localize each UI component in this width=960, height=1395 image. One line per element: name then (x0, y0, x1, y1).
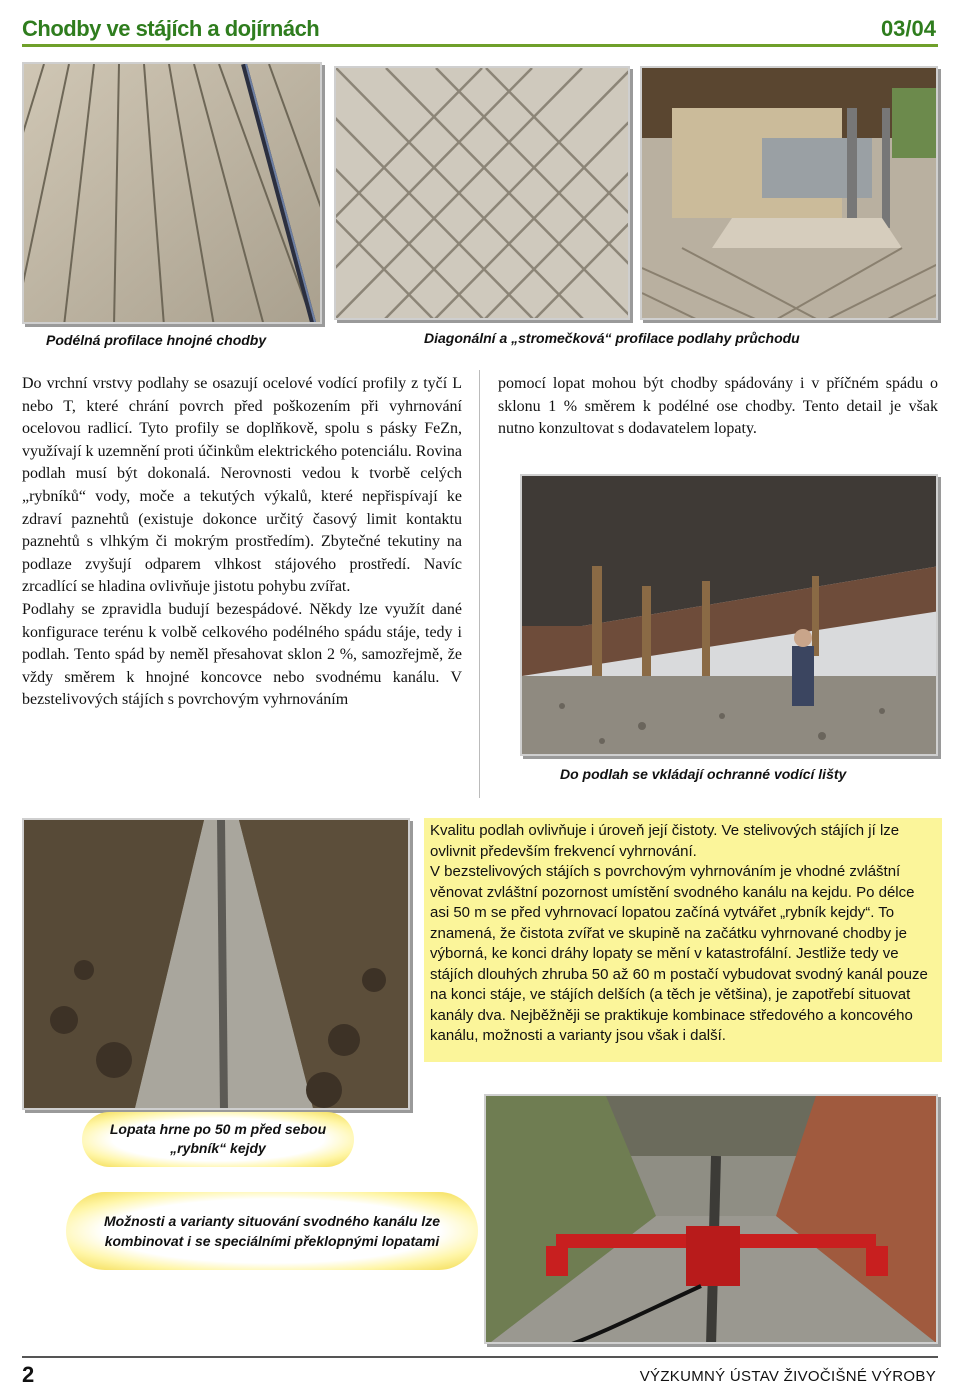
photo-diagonal-floor (334, 66, 630, 320)
caption-line: „rybník“ kejdy (170, 1140, 266, 1156)
photo-red-scraper (484, 1094, 938, 1344)
photo-herringbone-passage (640, 66, 938, 320)
info-box (424, 818, 942, 1062)
paragraph: Podlahy se zpravidla budují bezespádové. Někdy lze využít dané konfigurace terénu k volbě celkového podélného spádu stáje, tedy i podlah. Tento spád by neměl přesahovat sklon 2 %, samozřejmě, že vždy směrem k hnojné koncovce nebo svodnému kanálu. V bezstelivových stájích s povrchovým vyhrnováním (22, 600, 462, 709)
paragraph: Do vrchní vrstvy podlahy se osazují ocelové vodící profily z tyčí L nebo T, které chrání povrch před poškozením při vyhrnování ocelovou radlicí. Tyto profily se doplňkově, spolu s pásky FeZn, využívají k uzemnění proti účinkům elektrického potenciálu. Rovina podlah musí být dokonalá. Nerovnosti vedou k tvorbě celých „rybníků“ vody, moče a tekutých výkalů, které nepřispívají ke zdraví paznehtů (existuje dokonce určitý časový limit kontaktu paznehtů s vlhkým či mokrým prostředím). Zbytečné tekutiny na podlaze zvyšují odparem vlhkost stájového prostředí. Navíc zrcadlící se hladina ovlivňuje jistotu pohybu zvířat. (22, 375, 462, 596)
caption-photo-rails: Do podlah se vkládají ochranné vodící lišty (560, 766, 847, 782)
issue-number: 03/04 (880, 16, 936, 41)
photo-barn-construction (520, 474, 938, 756)
caption-line: kombinovat i se speciálními překlopnými lopatami (104, 1233, 440, 1249)
caption-photo-shovel (82, 1112, 354, 1167)
photo-longitudinal-floor (22, 62, 322, 324)
column-divider (479, 370, 480, 798)
footer-divider (22, 1356, 938, 1358)
left-text-column (22, 373, 462, 712)
caption-line: Možnosti a varianty situování svodného kanálu lze (103, 1213, 441, 1229)
caption-photo-channel (66, 1192, 478, 1270)
info-paragraph: Kvalitu podlah ovlivňuje i úroveň její čistoty. Ve stelivových stájích jí lze ovlivnit především frekvencí vyhrnování. (430, 822, 900, 860)
caption-photo-diagonal: Diagonální a „stromečková“ profilace podlahy průchodu (424, 330, 800, 346)
info-paragraph: V bezstelivových stájích s povrchovým vyhrnováním je vhodné zvláštní věnovat zvláštní pozornost umístění svodného kanálu na kejdu. Po délce asi 50 m se před vyhrnovací lopatou začíná vytvářet „rybník kejdy“. To znamená, že čistota zvířat ve skupině na začátku vyhrnované chodby je výborná, ke konci dráhy lopaty se mění v katastrofální. Jestliže tedy ve stájích dlouhých zhruba 50 až 60 m postačí vybudovat svodný kanál pouze na konci stáje, ve stájích delších (a těch je většina), je zapotřebí situovat kanály dva. Nejběžněji se praktikuje kombinace středového a koncového kanálu, možnosti a varianty jsou však i další. (430, 863, 928, 1044)
photo-manure-corridor (22, 818, 410, 1110)
caption-line: Lopata hrne po 50 m před sebou (109, 1121, 327, 1137)
paragraph: pomocí lopat mohou být chodby spádovány i v příčném spádu o sklonu 1 % směrem k podélné ose chodby. Tento detail je však nutno konzultovat s dodavatelem lopaty. (498, 375, 938, 438)
page-title: Chodby ve stájích a dojírnách (22, 16, 320, 41)
caption-photo-longitudinal: Podélná profilace hnojné chodby (46, 332, 267, 348)
header-divider (22, 44, 938, 47)
page-number: 2 (22, 1362, 35, 1387)
right-text-column (498, 373, 938, 441)
organization-name: VÝZKUMNÝ ÚSTAV ŽIVOČIŠNÉ VÝROBY (639, 1368, 936, 1385)
